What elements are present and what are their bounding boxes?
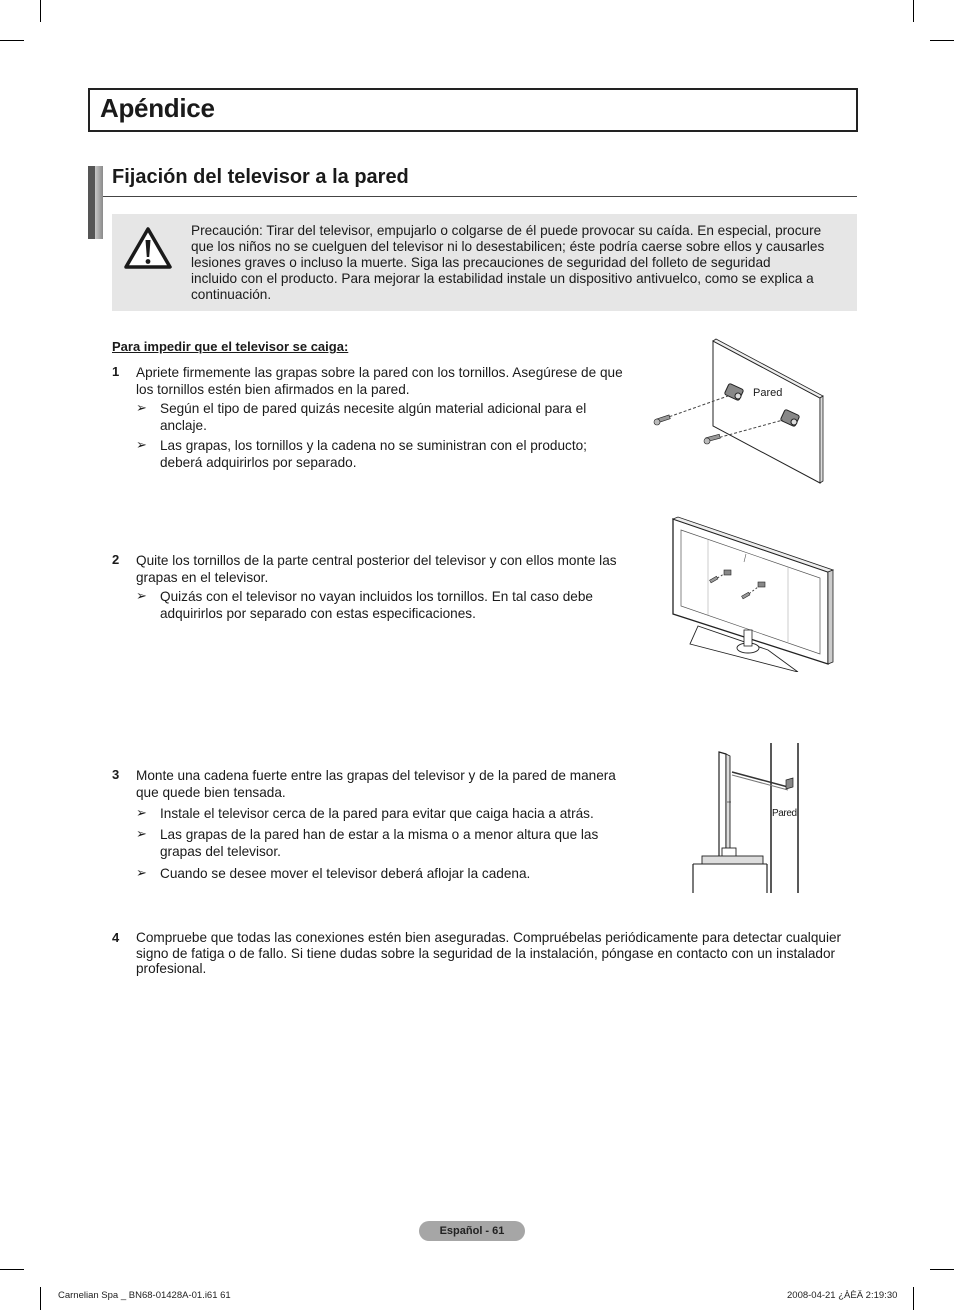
step-number: 1: [112, 364, 120, 379]
step-line: profesional.: [136, 961, 207, 976]
procedure-heading: Para impedir que el televisor se caiga:: [112, 339, 349, 354]
screw-icon: [654, 415, 670, 425]
bracket-icon: [724, 570, 731, 575]
note-line: Cuando se desee mover el televisor deberá aflojar la cadena.: [160, 866, 531, 881]
section-marker: [95, 166, 103, 239]
note-line: Según el tipo de pared quizás necesite algún material adicional para el: [160, 401, 587, 416]
print-timestamp: 2008-04-21 ¿ÀÈÄ 2:19:30: [787, 1290, 898, 1301]
note-line: anclaje.: [160, 418, 207, 433]
caution-line: continuación.: [191, 287, 272, 302]
step-text: [136, 552, 646, 586]
note-line: Quizás con el televisor no vayan incluidos los tornillos. En tal caso debe: [160, 589, 593, 604]
step-line: Compruebe que todas las conexiones estén bien aseguradas. Compruébelas periódicamente para detectar cualquier: [136, 930, 842, 945]
note-line: adquirirlos por separado con estas especificaciones.: [160, 606, 476, 621]
step-line: Apriete firmemente las grapas sobre la pared con los tornillos. Asegúrese de que: [136, 365, 623, 380]
crop-mark: [40, 1287, 41, 1310]
caution-line: lesiones graves o incluso la muerte. Siga las precauciones de seguridad del folleto de seguridad: [191, 255, 771, 270]
crop-mark: [913, 1287, 914, 1310]
step-line: Monte una cadena fuerte entre las grapas del televisor y de la pared de manera: [136, 768, 616, 783]
step-line: signo de fatiga o de fallo. Si tiene dudas sobre la seguridad de la instalación, póngase en contacto con un instalador: [136, 945, 836, 961]
wall-label: Pared: [753, 387, 783, 399]
chapter-title: Apéndice: [100, 93, 215, 123]
note-arrow-icon: ➢: [136, 865, 147, 880]
step-line: que quede bien tensada.: [136, 785, 286, 800]
note-text: [160, 805, 640, 822]
step-text: [136, 364, 646, 398]
crop-mark: [0, 1269, 24, 1270]
step-line: los tornillos estén bien afirmados en la pared.: [136, 382, 410, 397]
note-text: [160, 400, 640, 434]
page-number-badge: Español - 61: [419, 1221, 525, 1241]
note-line: Instale el televisor cerca de la pared para evitar que caiga hacia a atrás.: [160, 806, 594, 821]
caution-box: [112, 214, 857, 311]
wall-label: Pared: [772, 808, 797, 819]
note-line: Las grapas de la pared han de estar a la misma o a menor altura que las: [160, 827, 599, 842]
caution-line: incluido con el producto. Para mejorar la estabilidad instale un dispositivo antivuelco, como se explica a: [191, 271, 814, 286]
crop-mark: [0, 40, 24, 41]
caution-line: que los niños no se cuelguen del televisor ni lo desestabilicen; éste podría caerse sobre ellos y causarles: [191, 239, 825, 254]
note-text: [160, 865, 640, 882]
note-line: grapas del televisor.: [160, 844, 281, 859]
note-text: [160, 588, 640, 622]
screw-icon: [704, 434, 720, 444]
note-text: [160, 826, 640, 860]
crop-mark: [913, 0, 914, 22]
step-number: 2: [112, 552, 120, 567]
warning-triangle-icon: [123, 226, 173, 270]
step-line: Quite los tornillos de la parte central posterior del televisor y con ellos monte las: [136, 553, 617, 568]
chapter-header: [88, 88, 858, 132]
note-line: Las grapas, los tornillos y la cadena no se suministran con el producto;: [160, 438, 587, 453]
note-line: deberá adquirirlos por separado.: [160, 455, 357, 470]
step-text: [136, 767, 646, 801]
note-arrow-icon: ➢: [136, 588, 147, 603]
step-text: [136, 930, 856, 977]
step-line: grapas en el televisor.: [136, 570, 269, 585]
wall-bracket-illustration: [648, 336, 828, 488]
step-number: 3: [112, 767, 120, 782]
crop-mark: [40, 0, 41, 22]
section-title: Fijación del televisor a la pared: [112, 166, 409, 188]
section-marker: [88, 166, 95, 239]
note-text: [160, 437, 640, 471]
file-info: Carnelian Spa _ BN68-01428A-01.i61 61: [58, 1290, 231, 1301]
crop-mark: [930, 40, 954, 41]
note-arrow-icon: ➢: [136, 826, 147, 841]
section-divider: [103, 196, 857, 197]
caution-line: Precaución: Tirar del televisor, empujarlo o colgarse de él puede provocar su caída. En especial, procure: [191, 223, 822, 238]
tv-rear-illustration: [668, 514, 834, 672]
note-arrow-icon: ➢: [136, 805, 147, 820]
note-arrow-icon: ➢: [136, 437, 147, 452]
bracket-icon: [786, 778, 793, 789]
step-number: 4: [112, 930, 120, 945]
caution-text: [191, 223, 846, 303]
crop-mark: [930, 1269, 954, 1270]
note-arrow-icon: ➢: [136, 400, 147, 415]
bracket-icon: [758, 582, 765, 587]
